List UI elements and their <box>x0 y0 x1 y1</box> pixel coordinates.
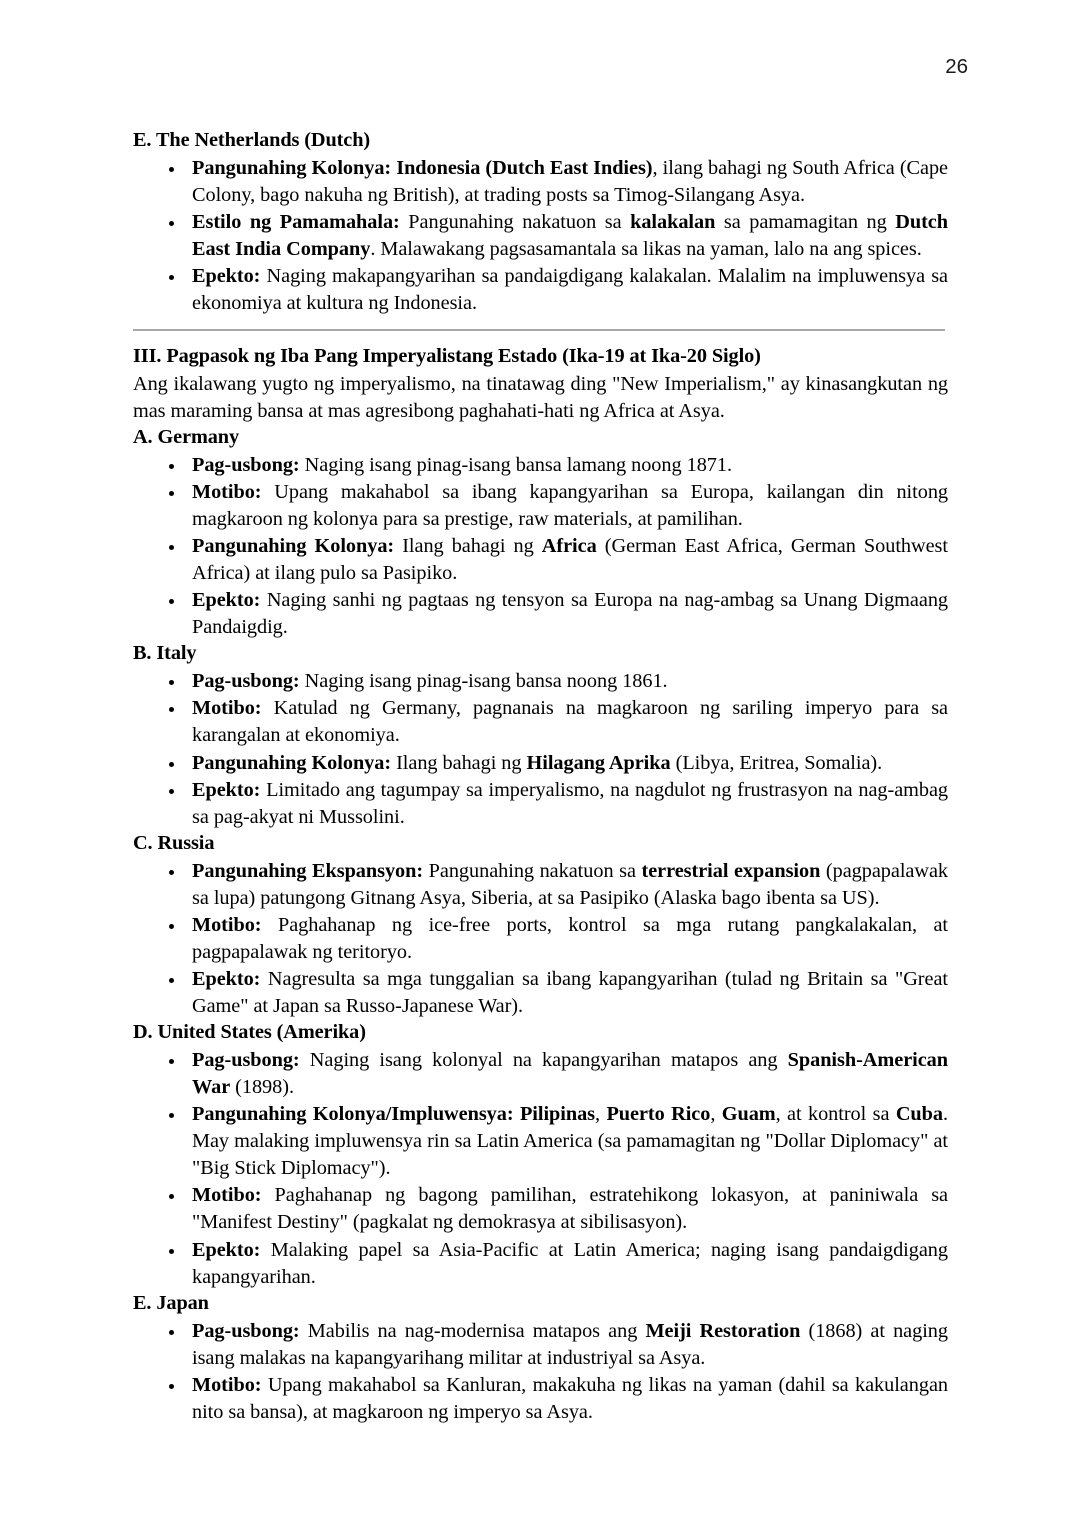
list-item <box>133 668 948 695</box>
bullet-text: Motibo: Katulad ng Germany, pagnanais na magkaroon ng sariling imperyo para sa karangalan at ekonomiya. <box>192 697 948 747</box>
bullet-text: Pangunahing Ekspansyon: Pangunahing nakatuon sa terrestrial expansion (pagpapalawak sa lupa) patungong Gitnang Asya, Siberia, at sa Pasipiko (Alaska bago ibenta sa US). <box>192 859 949 909</box>
list-item <box>133 479 948 533</box>
bullet-text: Pag-usbong: Naging isang pinag-isang bansa lamang noong 1871. <box>192 453 732 476</box>
list-item <box>133 966 948 1020</box>
part-three-heading: III. Pagpasok ng Iba Pang Imperyalistang Estado (Ika-19 at Ika-20 Siglo) <box>133 345 761 368</box>
bullet-text: Epekto: Nagresulta sa mga tunggalian sa ibang kapangyarihan (tulad ng Britain sa "Great Game" at Japan sa Russo-Japanese War). <box>192 967 948 1018</box>
subsection-japan <box>133 1291 948 1426</box>
list-item <box>133 750 948 777</box>
page-number: 26 <box>945 55 968 78</box>
subsection-heading-russia: C. Russia <box>133 831 215 854</box>
subsection-russia <box>133 831 948 1020</box>
bullet-text: Epekto: Naging makapangyarihan sa pandaigdigang kalakalan. Malalim na impluwensya sa ekonomiya at kultura ng Indonesia. <box>192 265 948 315</box>
bullet-text: Motibo: Paghahanap ng bagong pamilihan, estratehikong lokasyon, at paniniwala sa "Manifest Destiny" (pagkalat ng demokrasya at sibilisasyon). <box>192 1184 948 1234</box>
bullet-list-russia <box>133 858 948 1021</box>
bullet-list-united-states <box>133 1047 948 1291</box>
list-item <box>133 263 948 317</box>
bullet-text: Epekto: Naging sanhi ng pagtaas ng tensyon sa Europa na nag-ambag sa Unang Digmaang Pandaigdig. <box>192 589 948 639</box>
bullet-text: Motibo: Upang makahabol sa Kanluran, makakuha ng likas na yaman (dahil sa kakulangan nito sa bansa), at magkaroon ng imperyo sa Asya. <box>192 1373 948 1423</box>
bullet-text: Estilo ng Pamamahala: Pangunahing nakatuon sa kalakalan sa pamamagitan ng Dutch East India Company. Malawakang pagsasamantala sa likas na yaman, lalo na ang spices. <box>192 210 948 261</box>
document-body <box>133 128 948 1426</box>
list-item <box>133 695 948 749</box>
bullet-text: Pag-usbong: Mabilis na nag-modernisa matapos ang Meiji Restoration (1868) at naging isang malakas na kapangyarihang militar at industriyal sa Asya. <box>192 1319 948 1369</box>
list-item <box>133 858 948 912</box>
list-item <box>133 1047 948 1101</box>
bullet-text: Motibo: Paghahanap ng ice-free ports, kontrol sa mga rutang pangkalakalan, at pagpapalawak ng teritoryo. <box>192 913 948 963</box>
subsection-heading-germany: A. Germany <box>133 426 240 449</box>
bullet-list-japan <box>133 1318 948 1426</box>
subsection-united-states <box>133 1020 948 1291</box>
subsection-heading-japan: E. Japan <box>133 1291 209 1314</box>
bullet-text: Pangunahing Kolonya/Impluwensya: Pilipinas, Puerto Rico, Guam, at kontrol sa Cuba. May malaking impluwensya rin sa Latin America (sa pamamagitan ng "Dollar Diplomacy" at "Big Stick Diplomacy"). <box>192 1103 948 1180</box>
bullet-text: Pangunahing Kolonya: Ilang bahagi ng Africa (German East Africa, German Southwest Africa) at ilang pulo sa Pasipiko. <box>192 535 948 585</box>
subsection-heading-united-states: D. United States (Amerika) <box>133 1021 366 1044</box>
part-three-intro: Ang ikalawang yugto ng imperyalismo, na tinatawag ding "New Imperialism," ay kinasangkutan ng mas maraming bansa at mas agresibong paghahati-hati ng Africa at Asya. <box>133 373 948 423</box>
bullet-text: Motibo: Upang makahabol sa ibang kapangyarihan sa Europa, kailangan din nitong magkaroon ng kolonya para sa prestige, raw materials, at pamilihan. <box>192 480 948 531</box>
list-item <box>133 155 948 209</box>
list-item <box>133 1318 948 1372</box>
list-item <box>133 912 948 966</box>
bullet-list-netherlands <box>133 155 948 318</box>
list-item <box>133 1182 948 1236</box>
section-netherlands <box>133 128 948 317</box>
subsection-germany <box>133 425 948 641</box>
list-item <box>133 1372 948 1426</box>
list-item <box>133 587 948 641</box>
section-divider <box>133 329 945 331</box>
list-item <box>133 533 948 587</box>
list-item <box>133 1101 948 1182</box>
subsection-italy <box>133 641 948 830</box>
list-item <box>133 1237 948 1291</box>
bullet-text: Pangunahing Kolonya: Indonesia (Dutch East Indies), ilang bahagi ng South Africa (Cape Colony, bago nakuha ng British), at trading posts sa Timog-Silangang Asya. <box>192 156 948 206</box>
section-heading-netherlands: E. The Netherlands (Dutch) <box>133 129 371 151</box>
list-item <box>133 209 948 263</box>
subsection-heading-italy: B. Italy <box>133 642 197 665</box>
list-item <box>133 777 948 831</box>
section-part-three <box>133 344 948 1426</box>
bullet-text: Pag-usbong: Naging isang pinag-isang bansa noong 1861. <box>192 670 668 693</box>
bullet-list-germany <box>133 452 948 642</box>
bullet-list-italy <box>133 668 948 831</box>
bullet-text: Epekto: Limitado ang tagumpay sa imperyalismo, na nagdulot ng frustrasyon na nag-ambag sa pag-akyat ni Mussolini. <box>192 778 948 828</box>
list-item <box>133 452 948 479</box>
bullet-text: Pag-usbong: Naging isang kolonyal na kapangyarihan matapos ang Spanish-American War (1898). <box>192 1048 948 1098</box>
bullet-text: Pangunahing Kolonya: Ilang bahagi ng Hilagang Aprika (Libya, Eritrea, Somalia). <box>192 751 883 774</box>
bullet-text: Epekto: Malaking papel sa Asia-Pacific at Latin America; naging isang pandaigdigang kapangyarihan. <box>192 1238 948 1288</box>
